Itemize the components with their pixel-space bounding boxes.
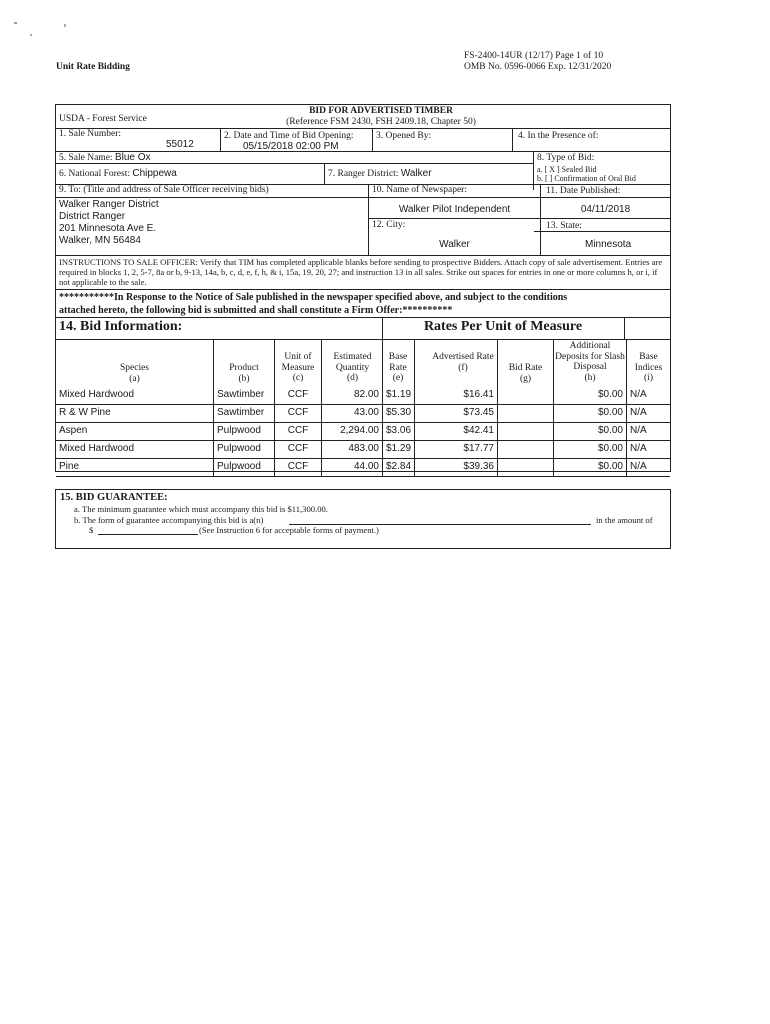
bid-guarantee-section xyxy=(55,489,671,549)
cell-unit: CCF xyxy=(275,441,322,459)
national-forest-label: 6. National Forest: Chippewa xyxy=(59,168,177,179)
minimum-guarantee-text: a. The minimum guarantee which must accompany this bid is $11,300.00. xyxy=(74,504,328,514)
sealed-bid-checkbox[interactable]: a. [ X ] Sealed Bid xyxy=(537,165,597,174)
cell-product: Sawtimber xyxy=(214,405,275,423)
cell-deposit: $0.00 xyxy=(554,387,627,405)
cell-advertised-rate: $42.41 xyxy=(415,423,498,441)
presence-label: 4. In the Presence of: xyxy=(518,131,599,141)
cell-product: Pulpwood xyxy=(214,441,275,459)
ranger-district-label: 7. Ranger District: Walker xyxy=(328,168,432,179)
newspaper-label: 10. Name of Newspaper: xyxy=(372,185,467,195)
ranger-district-value: Walker xyxy=(400,168,432,179)
column-unit-of-measure: Unit of Measure (c) xyxy=(281,352,315,383)
cell-species: Mixed Hardwood xyxy=(56,387,214,405)
cell-species: R & W Pine xyxy=(56,405,214,423)
cell-bid-rate[interactable] xyxy=(498,441,554,459)
guarantee-amount-text: in the amount of xyxy=(596,515,653,525)
bid-guarantee-heading: 15. BID GUARANTEE: xyxy=(60,492,168,503)
document-title: Unit Rate Bidding xyxy=(56,62,130,72)
cell-bid-rate[interactable] xyxy=(498,459,554,477)
cell-product: Pulpwood xyxy=(214,459,275,477)
cell-quantity: 43.00 xyxy=(322,405,383,423)
cell-unit: CCF xyxy=(275,387,322,405)
column-base-rate: Base Rate (e) xyxy=(388,352,408,383)
cell-deposit: $0.00 xyxy=(554,423,627,441)
column-species: Species (a) xyxy=(119,363,150,384)
bid-table xyxy=(56,387,670,477)
cell-deposit: $0.00 xyxy=(554,441,627,459)
cell-deposit: $0.00 xyxy=(554,405,627,423)
to-label: 9. To: (Title and address of Sale Officer receiving bids) xyxy=(59,185,269,195)
firm-offer-statement: ***********In Response to the Notice of Sale published in the newspaper specified above, and subject to the conditions attached hereto, the following bid is submitted and shall constitute a Firm Offer:********** xyxy=(59,292,568,316)
bid-opening-label: 2. Date and Time of Bid Opening: xyxy=(224,131,354,141)
cell-product: Sawtimber xyxy=(214,387,275,405)
cell-bid-rate[interactable] xyxy=(498,387,554,405)
cell-quantity: 483.00 xyxy=(322,441,383,459)
type-of-bid-label: 8. Type of Bid: xyxy=(537,153,595,163)
bid-opening-value: 05/15/2018 02:00 PM xyxy=(243,141,339,152)
cell-indices: N/A xyxy=(627,387,670,405)
city-value: Walker xyxy=(439,239,470,250)
cell-base-rate: $1.19 xyxy=(383,387,415,405)
cell-base-rate: $1.29 xyxy=(383,441,415,459)
cell-advertised-rate: $39.36 xyxy=(415,459,498,477)
national-forest-value: Chippewa xyxy=(132,168,177,179)
guarantee-amount-blank[interactable] xyxy=(98,534,198,535)
payment-instruction-text: (See Instruction 6 for acceptable forms of payment.) xyxy=(199,525,379,535)
cell-base-rate: $3.06 xyxy=(383,423,415,441)
column-advertised-rate: Advertised Rate (f) xyxy=(432,352,494,373)
cell-indices: N/A xyxy=(627,459,670,477)
cell-species: Aspen xyxy=(56,423,214,441)
sale-number-value: 55012 xyxy=(166,139,194,150)
guarantee-form-text: b. The form of guarantee accompanying this bid is a(n) xyxy=(74,515,264,525)
opened-by-label: 3. Opened By: xyxy=(376,131,432,141)
rates-heading: Rates Per Unit of Measure xyxy=(423,319,583,334)
state-value: Minnesota xyxy=(585,239,632,250)
cell-quantity: 82.00 xyxy=(322,387,383,405)
cell-quantity: 44.00 xyxy=(322,459,383,477)
cell-advertised-rate: $16.41 xyxy=(415,387,498,405)
cell-base-rate: $2.84 xyxy=(383,459,415,477)
newspaper-value: Walker Pilot Independent xyxy=(398,204,511,215)
agency-label: USDA - Forest Service xyxy=(59,114,147,124)
table-row xyxy=(56,387,670,405)
table-row xyxy=(56,459,670,477)
column-estimated-quantity: Estimated Quantity (d) xyxy=(333,352,372,383)
cell-advertised-rate: $73.45 xyxy=(415,405,498,423)
table-row xyxy=(56,441,670,459)
column-base-indices: Base Indices (i) xyxy=(634,352,663,383)
form-reference: (Reference FSM 2430, FSH 2409.18, Chapter 50) xyxy=(286,117,476,127)
column-product: Product (b) xyxy=(229,363,259,384)
bid-information-heading: 14. Bid Information: xyxy=(59,319,183,334)
sale-name-value: Blue Ox xyxy=(114,152,151,163)
omb-number: OMB No. 0596-0066 Exp. 12/31/2020 xyxy=(464,62,612,72)
scan-speck xyxy=(14,22,17,24)
city-label: 12. City: xyxy=(372,220,406,230)
state-label: 13. State: xyxy=(546,221,582,231)
table-row xyxy=(56,405,670,423)
cell-unit: CCF xyxy=(275,405,322,423)
sale-number-label: 1. Sale Number: xyxy=(59,129,122,139)
cell-unit: CCF xyxy=(275,459,322,477)
cell-quantity: 2,294.00 xyxy=(322,423,383,441)
cell-bid-rate[interactable] xyxy=(498,423,554,441)
column-additional-deposits: Additional Deposits for Slash Disposal (h) xyxy=(555,341,625,383)
cell-bid-rate[interactable] xyxy=(498,405,554,423)
bid-form xyxy=(55,104,671,472)
form-number: FS-2400-14UR (12/17) Page 1 of 10 xyxy=(464,51,604,61)
cell-indices: N/A xyxy=(627,423,670,441)
cell-indices: N/A xyxy=(627,405,670,423)
form-identifier xyxy=(464,51,611,73)
sale-name-label: 5. Sale Name: Blue Ox xyxy=(59,152,151,163)
cell-species: Mixed Hardwood xyxy=(56,441,214,459)
table-header xyxy=(56,340,670,387)
cell-indices: N/A xyxy=(627,441,670,459)
scan-speck xyxy=(64,24,66,27)
table-row xyxy=(56,423,670,441)
form-title: BID FOR ADVERTISED TIMBER xyxy=(309,106,453,116)
sale-officer-instructions: INSTRUCTIONS TO SALE OFFICER: Verify that TIM has completed applicable blanks before sending to prospective Bidders. Attach copy of sale advertisement. Entries are required in blocks 1, 2, 5-7, 8a or b, 9-13, 14a, b, c, d, e, f, h, & i, 15a, 19, 20, 27; and instruction 13 in all sales. Strike out spaces for entries in one or more columns h, or i, if not applicable to the sale. xyxy=(59,257,663,287)
column-bid-rate: Bid Rate (g) xyxy=(508,363,543,384)
scan-speck xyxy=(30,34,32,36)
oral-bid-checkbox[interactable]: b. [ ] Confirmation of Oral Bid xyxy=(537,174,636,183)
cell-base-rate: $5.30 xyxy=(383,405,415,423)
cell-unit: CCF xyxy=(275,423,322,441)
cell-advertised-rate: $17.77 xyxy=(415,441,498,459)
date-published-value: 04/11/2018 xyxy=(580,204,631,215)
cell-species: Pine xyxy=(56,459,214,477)
date-published-label: 11. Date Published: xyxy=(546,186,621,196)
sale-officer-address: Walker Ranger District District Ranger 201 Minnesota Ave E. Walker, MN 56484 xyxy=(59,199,159,246)
cell-deposit: $0.00 xyxy=(554,459,627,477)
dollar-sign: $ xyxy=(89,525,94,535)
cell-product: Pulpwood xyxy=(214,423,275,441)
